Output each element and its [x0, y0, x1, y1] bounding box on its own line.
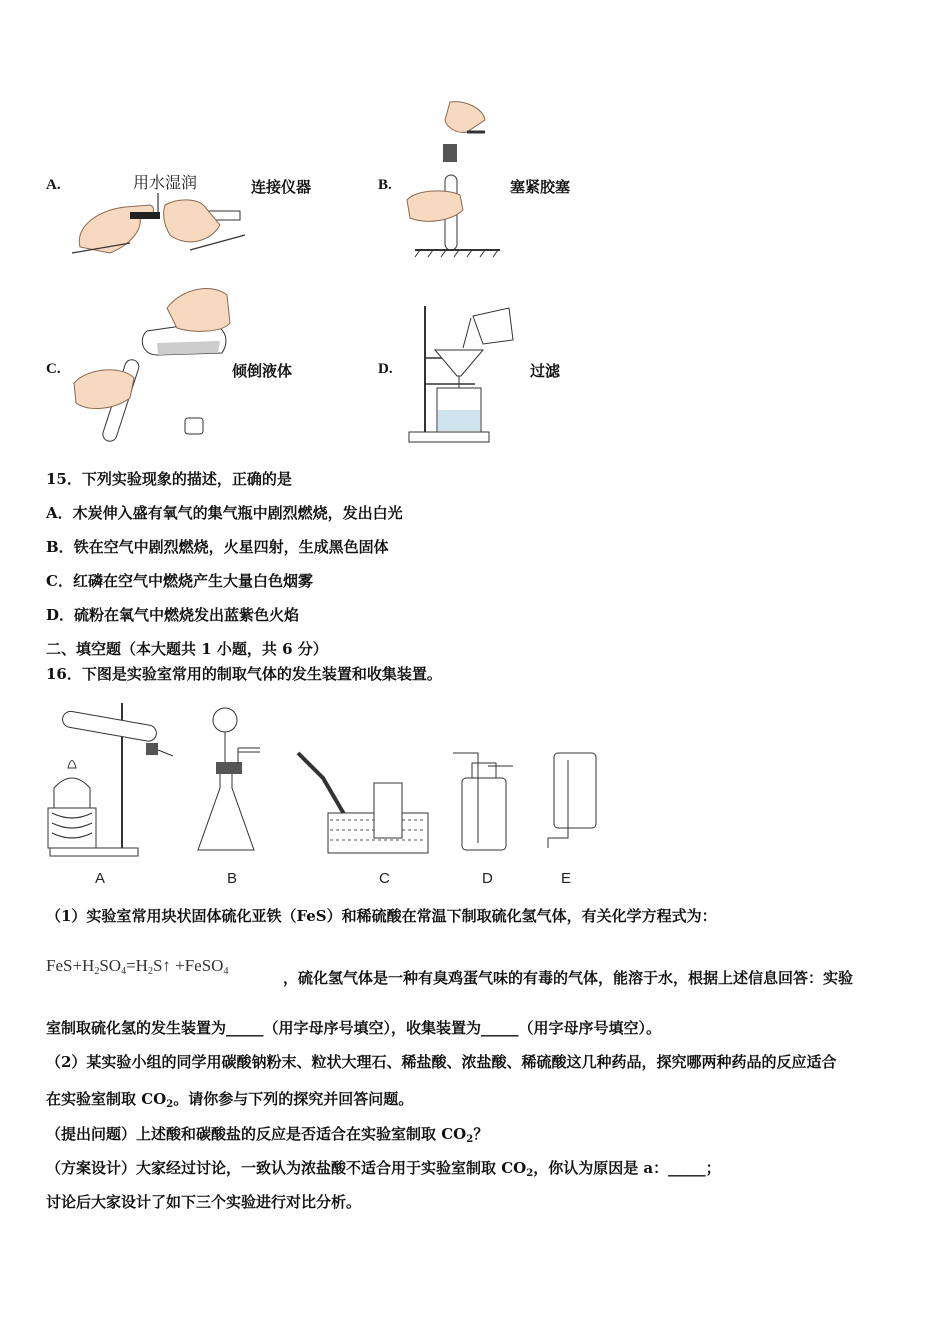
q15-stem: 15．下列实验现象的描述，正确的是: [46, 470, 292, 488]
option-a-caption: 连接仪器: [251, 178, 312, 196]
apparatus-e: [548, 753, 596, 848]
figure-connect-apparatus: [70, 185, 250, 260]
q15-option-c: C．红磷在空气中燃烧产生大量白色烟雾: [46, 572, 313, 590]
figure-a-note: 用水湿润: [133, 175, 198, 192]
chemical-equation: $FeS+H_2SO_4=H_2S↑$ +FeSO$_4$: [46, 956, 229, 977]
apparatus-label-e: E: [561, 870, 572, 887]
apparatus-c: [298, 753, 428, 853]
figure-insert-stopper: [405, 100, 505, 260]
apparatus-a: [48, 703, 173, 856]
q16-stem: 16．下图是实验室常用的制取气体的发生装置和收集装置。: [46, 665, 442, 683]
option-d-letter: D.: [378, 361, 393, 377]
apparatus-label-b: B: [227, 870, 238, 887]
q16-part2-cont: 在实验室制取 $CO_2$。请你参与下列的探究并回答问题。: [46, 1090, 414, 1110]
figure-filtration: [405, 298, 525, 446]
apparatus-label-a: A: [95, 870, 106, 887]
section-2-heading: 二、填空题（本大题共 1 小题，共 6 分）: [46, 640, 328, 658]
option-c-letter: C.: [46, 361, 61, 377]
q16-part1: （1）实验室常用块状固体硫化亚铁（FeS）和稀硫酸在常温下制取硫化氢气体，有关化学方程式为：: [46, 907, 717, 925]
q15-option-d: D．硫粉在氧气中燃烧发出蓝紫色火焰: [46, 606, 300, 624]
q15-option-b: B．铁在空气中剧烈燃烧，火星四射，生成黑色固体: [46, 538, 389, 556]
option-b-caption: 塞紧胶塞: [510, 178, 571, 196]
figure-pour-liquid: [72, 283, 242, 443]
apparatus-label-d: D: [482, 870, 493, 887]
option-a-letter: A.: [46, 177, 61, 193]
apparatus-b: [198, 708, 260, 850]
apparatus-d: [453, 753, 513, 850]
q15-option-a: A．木炭伸入盛有氧气的集气瓶中剧烈燃烧，发出白光: [46, 504, 403, 522]
figure-gas-apparatus: [48, 698, 608, 863]
q16-blank-line: 室制取硫化氢的发生装置为_____（用字母序号填空），收集装置为_____（用字母序号填空）。: [46, 1019, 662, 1037]
option-b-letter: B.: [378, 177, 392, 193]
q16-part1-cont: ，硫化氢气体是一种有臭鸡蛋气味的有毒的气体，能溶于水，根据上述信息回答：实验: [283, 969, 854, 987]
q16-question-raised: （提出问题）上述酸和碳酸盐的反应是否适合在实验室制取 $CO_2$？: [46, 1125, 489, 1145]
q16-discussion: 讨论后大家设计了如下三个实验进行对比分析。: [46, 1193, 362, 1211]
q16-plan-design: （方案设计）大家经过讨论，一致认为浓盐酸不适合用于实验室制取 $CO_2$，你认为原因是 a：_____；: [46, 1159, 721, 1179]
q16-part2: （2）某实验小组的同学用碳酸钠粉末、粒状大理石、稀盐酸、浓盐酸、稀硫酸这几种药品，探究哪两种药品的反应适合: [46, 1053, 837, 1071]
apparatus-label-c: C: [379, 870, 390, 887]
option-c-caption: 倾倒液体: [232, 362, 293, 380]
option-d-caption: 过滤: [530, 362, 561, 380]
